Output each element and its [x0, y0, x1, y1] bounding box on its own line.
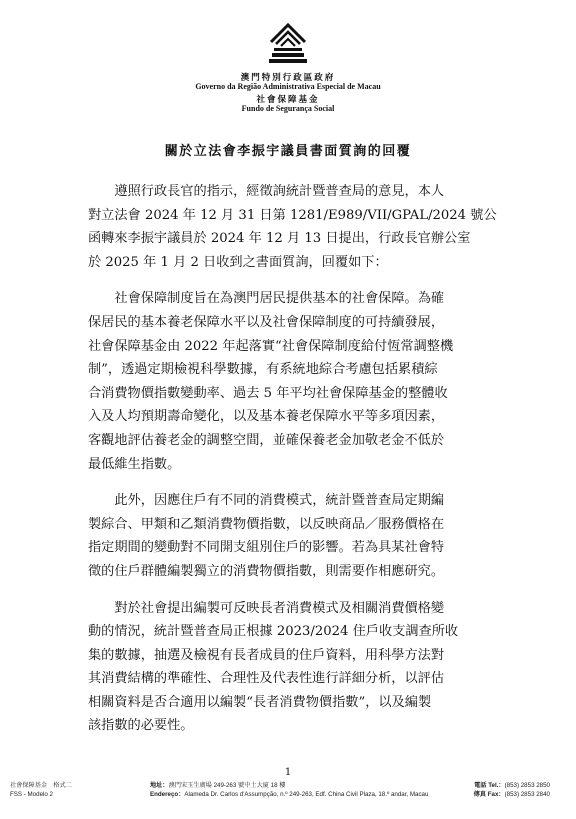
address-label-portuguese: Endereço：	[150, 791, 185, 798]
address-chinese: 澳門宋玉生廣場 249-263 號中土大廈 18 樓	[168, 782, 286, 789]
paragraph-line: 製綜合、甲類和乙類消費物價指數，以反映商品／服務價格在	[88, 516, 445, 532]
paragraph-line: 入及人均預期壽命變化，以及基本養老保障水平等多項因素，	[88, 409, 445, 425]
paragraph-line: 制”，透過定期檢視科學數據，有系統地綜合考慮包括累積綜	[88, 362, 438, 378]
paragraph-line: 最低維生指數。	[88, 456, 181, 472]
paragraph-line: 其消費結構的準確性、合理性及代表性進行詳細分析，以評估	[88, 671, 445, 687]
government-name-chinese: 澳門特別行政區政府	[240, 72, 336, 82]
tel-label: 電話 Tel.：	[474, 782, 505, 789]
paragraph-line: 客觀地評估養老金的調整空間，並確保養老金加敬老金不低於	[88, 432, 445, 448]
fund-name-chinese: 社會保障基金	[256, 94, 320, 104]
paragraph-3	[88, 489, 492, 583]
address-portuguese: Alameda Dr. Carlos d'Assumpção, n.º 249-263, Edf. China Civil Plaza, 18.º andar, Macau	[184, 791, 429, 798]
fund-name-portuguese: Fundo de Segurança Social	[241, 104, 335, 113]
paragraph-line: 動的情況，統計暨普查局正根據 2023/2024 住戶收支調查所收	[88, 624, 459, 640]
form-code-portuguese: FSS - Modelo 2	[10, 791, 53, 798]
paragraph-line: 社會保障基金由 2022 年起落實“社會保障制度給付恆常調整機	[88, 338, 454, 354]
paragraph-line: 徵的住戶群體編製獨立的消費物價指數，則需要作相應研究。	[88, 563, 445, 579]
document-body	[88, 180, 497, 751]
address-block	[150, 781, 428, 799]
fax-label: 傳真 Fax：	[473, 791, 505, 798]
contact-block	[474, 781, 550, 799]
paragraph-line: 指定期間的變動對不同開支組別住戶的影響。若為具某社會特	[88, 540, 445, 556]
government-name-portuguese: Governo da Região Administrativa Especial de Macau	[195, 82, 381, 91]
macau-building-emblem-icon	[265, 20, 311, 68]
paragraph-line: 相關資料是否合適用以編製“長者消費物價指數”，以及編製	[88, 694, 432, 710]
tel-number: (853) 2853 2850	[504, 782, 550, 789]
fax-number: (853) 2853 2840	[504, 791, 550, 798]
address-label-chinese: 地址：	[150, 782, 169, 789]
paragraph-line: 函轉來李振宇議員於 2024 年 12 月 13 日提出，行政長官辦公室	[88, 231, 471, 247]
paragraph-line: 社會保障制度旨在為澳門居民提供基本的社會保障。為確	[114, 291, 445, 307]
paragraph-line: 對立法會 2024 年 12 月 31 日第 1281/E989/VII/GPAL/2024 號公	[88, 207, 497, 223]
paragraph-line: 於 2025 年 1 月 2 日收到之書面質詢，回覆如下：	[88, 254, 388, 270]
paragraph-1	[88, 180, 497, 274]
form-code-chinese: 社會保障基金 格式二	[10, 782, 72, 789]
paragraph-line: 保居民的基本養老保障水平以及社會保障制度的可持續發展，	[88, 314, 445, 330]
paragraph-line: 此外，因應住戶有不同的消費模式，統計暨普查局定期編	[114, 493, 445, 509]
paragraph-line: 該指數的必要性。	[88, 718, 194, 734]
letterhead	[0, 20, 576, 114]
page-number: 1	[284, 767, 292, 778]
paragraph-4	[88, 597, 492, 739]
paragraph-line: 集的數據，抽選及檢視有長者成員的住戶資料，用科學方法對	[88, 647, 445, 663]
page-footer	[0, 779, 576, 819]
form-code	[10, 781, 72, 799]
paragraph-line: 遵照行政長官的指示，經徵詢統計暨普查局的意見，本人	[114, 184, 445, 199]
paragraph-line: 對於社會提出編製可反映長者消費模式及相關消費價格變	[114, 600, 445, 616]
document-title: 關於立法會李振宇議員書面質詢的回覆	[164, 144, 412, 159]
paragraph-2	[88, 287, 492, 476]
paragraph-line: 合消費物價指數變動率、過去 5 年平均社會保障基金的整體收	[88, 385, 448, 401]
